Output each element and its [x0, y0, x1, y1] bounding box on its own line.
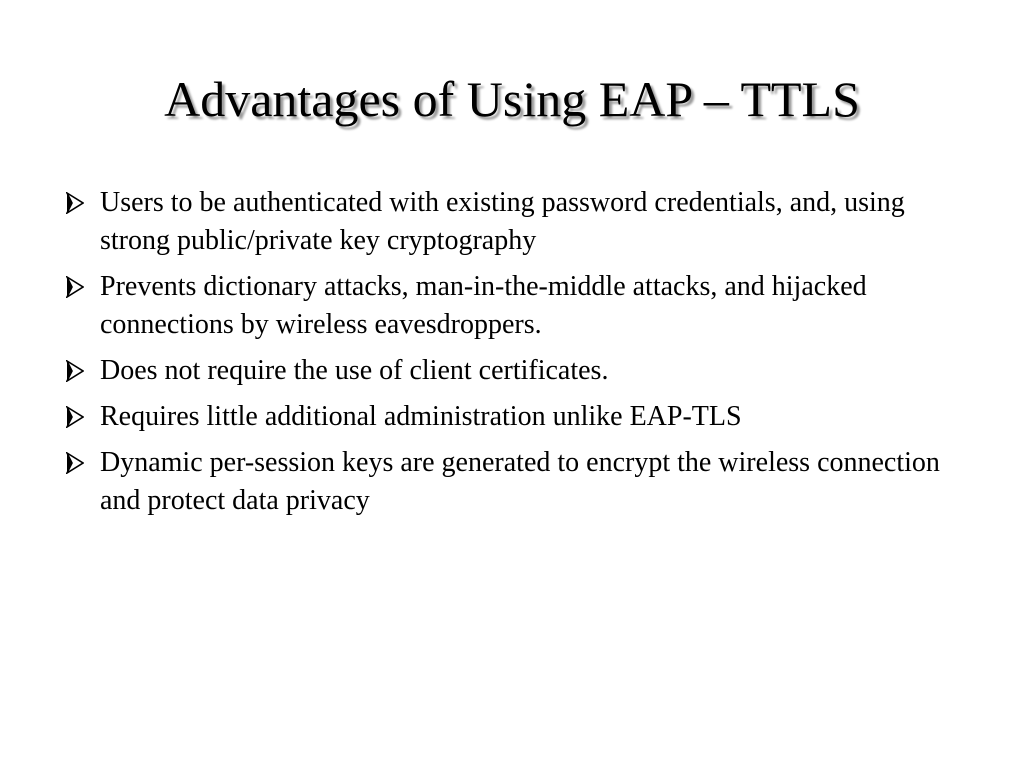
arrowhead-bullet-icon [66, 444, 100, 482]
bullet-text: Does not require the use of client certificates. [100, 355, 609, 386]
bullet-item [66, 352, 966, 390]
arrowhead-bullet-icon [66, 352, 100, 390]
bullet-text: Requires little additional administration unlike EAP-TLS [100, 401, 742, 432]
bullet-item [66, 398, 966, 436]
arrowhead-bullet-icon [66, 184, 100, 222]
bullet-text: Users to be authenticated with existing password credentials, and, using strong public/private key cryptography [100, 187, 905, 256]
bullet-item [66, 184, 966, 260]
arrowhead-bullet-icon [66, 268, 100, 306]
arrowhead-bullet-icon [66, 398, 100, 436]
bullet-item [66, 268, 966, 344]
slide-title: Advantages of Using EAP – TTLS [164, 71, 860, 127]
bullet-text: Dynamic per-session keys are generated to encrypt the wireless connection and protect data privacy [100, 447, 940, 516]
bullet-text: Prevents dictionary attacks, man-in-the-middle attacks, and hijacked connections by wireless eavesdroppers. [100, 271, 867, 340]
bullet-list [66, 184, 966, 528]
bullet-item [66, 444, 966, 520]
